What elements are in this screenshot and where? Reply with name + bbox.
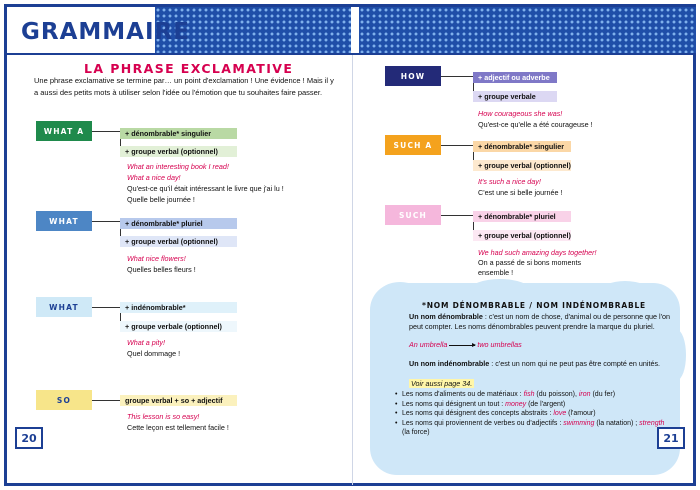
example-en: What an interesting book I read! [127, 162, 229, 171]
example-fr: ensemble ! [478, 268, 514, 277]
label-what-plural: WHAT [36, 211, 92, 231]
note-title: *NOM DÉNOMBRABLE / NOM INDÉNOMBRABLE [422, 301, 646, 310]
connector [441, 215, 473, 216]
example-fr: Cette leçon est tellement facile ! [127, 423, 229, 432]
example-en: This lesson is so easy! [127, 412, 200, 421]
example-en: We had such amazing days together! [478, 248, 597, 257]
note-box-bump [668, 330, 686, 380]
example-en: It's such a nice day! [478, 177, 541, 186]
intro-text: Une phrase exclamative se termine par… un point d'exclamation ! Une évidence ! Mais il y a aussi des petits mots à utiliser selon l'idée ou l'émotion que tu souhaites faire passer. [34, 76, 334, 97]
rule-how-1: + adjectif ou adverbe [473, 72, 557, 83]
note-box-bump [600, 281, 650, 303]
rule-such-1: + dénombrable* pluriel [473, 211, 571, 222]
connector [441, 145, 473, 146]
rule-such-a-1: + dénombrable* singulier [473, 141, 571, 152]
rule-so-1: groupe verbal + so + adjectif [120, 395, 237, 406]
page-number-left: 20 [15, 427, 43, 449]
see-also-reference: Voir aussi page 34. [411, 379, 473, 388]
countable-example-to: two umbrellas [477, 340, 522, 349]
section-title: LA PHRASE EXCLAMATIVE [84, 61, 294, 76]
connector [92, 400, 120, 401]
page-number-right: 21 [657, 427, 685, 449]
header-dot-pattern [155, 7, 696, 53]
example-fr: Quel dommage ! [127, 349, 181, 358]
uncountable-term: Un nom indénombrable [409, 359, 490, 368]
rule-what-uncountable-1: + indénombrable* [120, 302, 237, 313]
countable-example [409, 340, 522, 350]
example-fr: Quelle belle journée ! [127, 195, 195, 204]
countable-def: : c'est un nom de chose, d'animal ou de personne que l'on peut compter. Les noms dénombrables peuvent prendre la marque du pluriel. [409, 312, 671, 331]
example-fr: Qu'est-ce qu'elle a été courageuse ! [478, 120, 593, 129]
label-how: HOW [385, 66, 441, 86]
header-gutter [351, 7, 359, 53]
list-item: • Les noms qui désignent un tout : money (de l'argent) [395, 400, 667, 410]
rule-such-2: + groupe verbal (optionnel) [473, 230, 571, 241]
list-item: • Les noms qui proviennent de verbes ou d'adjectifs : swimming (la natation) ; strength (la force) [395, 419, 667, 438]
note-box-bump [370, 360, 386, 410]
example-en: How courageous she was! [478, 109, 563, 118]
arrow-right-icon [449, 345, 475, 346]
rule-such-a-2: + groupe verbal (optionnel) [473, 160, 571, 171]
uncountable-def: : c'est un nom qui ne peut pas être compté en unités. [489, 359, 661, 368]
example-fr: On a passé de si bons moments [478, 258, 582, 267]
list-item: • Les noms qui désignent des concepts abstraits : love (l'amour) [395, 409, 667, 419]
header-divider [7, 53, 693, 55]
example-en: What a nice day! [127, 173, 181, 182]
connector [92, 307, 120, 308]
uncountable-list [395, 390, 667, 438]
rule-what-a-1: + dénombrable* singulier [120, 128, 237, 139]
rule-what-plural-2: + groupe verbal (optionnel) [120, 236, 237, 247]
rule-what-a-2: + groupe verbal (optionnel) [120, 146, 237, 157]
example-en: What nice flowers! [127, 254, 186, 263]
book-spine [352, 55, 353, 485]
example-fr: Qu'est-ce qu'il était intéressant le livre que j'ai lu ! [127, 184, 284, 193]
rule-what-plural-1: + dénombrable* pluriel [120, 218, 237, 229]
label-so: SO [36, 390, 92, 410]
label-what-uncountable: WHAT [36, 297, 92, 317]
countable-term: Un nom dénombrable [409, 312, 483, 321]
label-what-a: WHAT A [36, 121, 92, 141]
connector [92, 131, 120, 132]
rule-how-2: + groupe verbale [473, 91, 557, 102]
example-en: What a pity! [127, 338, 165, 347]
page-title: GRAMMAIRE [21, 19, 190, 45]
example-fr: Quelles belles fleurs ! [127, 265, 196, 274]
label-such-a: SUCH A [385, 135, 441, 155]
note-box-bump [380, 282, 420, 304]
countable-example-from: An umbrella [409, 340, 448, 349]
connector [92, 221, 120, 222]
label-such: SUCH [385, 205, 441, 225]
note-box-bump [470, 279, 530, 301]
uncountable-definition [409, 359, 671, 369]
rule-what-uncountable-2: + groupe verbale (optionnel) [120, 321, 237, 332]
example-fr: C'est une si belle journée ! [478, 188, 563, 197]
list-item: • Les noms d'aliments ou de matériaux : fish (du poisson), iron (du fer) [395, 390, 667, 400]
connector [441, 76, 473, 77]
countable-definition [409, 312, 671, 332]
